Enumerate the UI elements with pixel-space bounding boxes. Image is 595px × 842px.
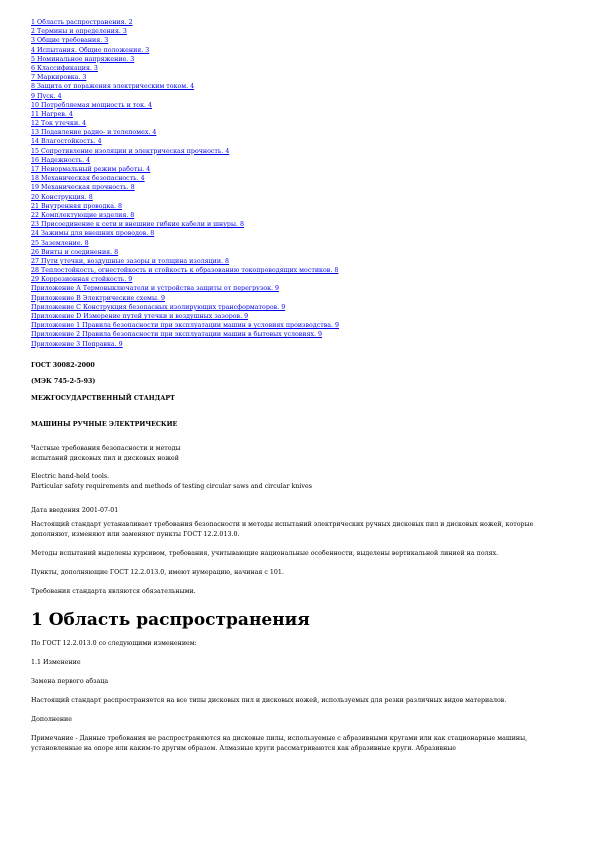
toc-item: [31, 220, 595, 229]
toc-link[interactable]: 17 Ненормальный режим работы. 4: [31, 166, 151, 173]
toc-link[interactable]: Приложение А Термовыключатели и устройства защиты от перегрузок. 9: [31, 285, 280, 293]
toc-item: [31, 27, 595, 36]
toc-item: [31, 330, 595, 339]
english-title-line-2: Particular safety requirements and methods of testing circular saws and circular knives: [31, 482, 312, 490]
toc-item: [31, 147, 595, 156]
toc-item: [31, 229, 595, 238]
toc-item: [31, 165, 595, 174]
toc-link[interactable]: 8 Защита от поражения электрическим током. 4: [31, 83, 195, 91]
toc-link[interactable]: Приложение С Конструкция безопасных изолирующих трансформаторов. 9: [31, 303, 286, 311]
toc-item: [31, 46, 595, 55]
toc-link[interactable]: 11 Нагрев. 4: [31, 110, 73, 118]
toc-link[interactable]: 20 Конструкция. 8: [31, 193, 93, 201]
toc-item: [31, 284, 595, 293]
toc-link[interactable]: 18 Механическая безопасность. 4: [31, 175, 145, 183]
toc-item: [31, 92, 595, 101]
table-of-contents: [31, 18, 595, 349]
toc-item: [31, 183, 595, 192]
mek-number: (МЭК 745-2-5-93): [31, 377, 96, 385]
toc-item: [31, 18, 595, 27]
effective-date: Дата введения 2001-07-01: [31, 506, 119, 514]
toc-item: [31, 128, 595, 137]
toc-link[interactable]: 3 Общие требования. 3: [31, 37, 109, 45]
section-paragraph-1: По ГОСТ 12.2.013.0 со следующими изменением:: [31, 639, 197, 647]
toc-link[interactable]: 21 Внутренняя проводка. 8: [31, 202, 123, 210]
intro-paragraph-4: Требования стандарта являются обязательными.: [31, 587, 196, 595]
toc-item: [31, 137, 595, 146]
toc-link[interactable]: 2 Термины и определения. 3: [31, 28, 127, 36]
toc-link[interactable]: Приложение D Измерение путей утечки и воздушных зазоров. 9: [31, 313, 249, 320]
subtitle-line-1: Частные требования безопасности и методы: [31, 444, 181, 452]
english-title-line-1: Electric hand-held tools.: [31, 472, 110, 480]
document-title: МАШИНЫ РУЧНЫЕ ЭЛЕКТРИЧЕСКИЕ: [31, 420, 178, 428]
toc-item: [31, 312, 595, 321]
toc-link[interactable]: 24 Зажимы для внешних проводов. 8: [31, 230, 155, 238]
toc-link[interactable]: 29 Коррозионная стойкость. 9: [31, 276, 133, 284]
toc-link[interactable]: 19 Механическая прочность. 8: [31, 184, 135, 192]
toc-item: [31, 36, 595, 45]
toc-item: [31, 340, 595, 349]
toc-item: [31, 174, 595, 183]
toc-link[interactable]: 10 Потребляемая мощность и ток. 4: [31, 101, 153, 109]
standard-type: МЕЖГОСУДАРСТВЕННЫЙ СТАНДАРТ: [31, 394, 175, 402]
intro-paragraph-2: Методы испытаний выделены курсивом, требования, учитывающие национальные особенности, выделены вертикальной линией на полях.: [31, 549, 499, 557]
toc-item: [31, 64, 595, 73]
toc-item: [31, 82, 595, 91]
document-subtitle: [31, 444, 566, 464]
toc-link[interactable]: 14 Влагостойкость. 4: [31, 138, 102, 146]
toc-item: [31, 211, 595, 220]
english-title: [31, 472, 566, 492]
toc-item: [31, 110, 595, 119]
gost-number: ГОСТ 30082-2000: [31, 361, 95, 369]
section-heading: 1 Область распространения: [31, 609, 310, 630]
toc-item: [31, 156, 595, 165]
subtitle-line-2: испытаний дисковых пил и дисковых ножей: [31, 454, 179, 462]
toc-link[interactable]: Приложение 2 Правила безопасности при эксплуатации машин в бытовых условиях. 9: [31, 331, 323, 339]
section-paragraph-2: 1.1 Изменение: [31, 658, 81, 666]
toc-item: [31, 55, 595, 64]
toc-item: [31, 294, 595, 303]
toc-item: [31, 257, 595, 266]
toc-link[interactable]: 22 Комплектующие изделия. 8: [31, 211, 135, 219]
toc-item: [31, 303, 595, 312]
toc-link[interactable]: 28 Теплостойкость, огнестойкость и стойкость к образованию токопроводящих мостиков. 8: [31, 267, 339, 275]
toc-item: [31, 266, 595, 275]
toc-item: [31, 202, 595, 211]
toc-item: [31, 73, 595, 82]
section-paragraph-5: Дополнение: [31, 715, 72, 723]
toc-link[interactable]: 6 Классификация. 3: [31, 64, 98, 72]
toc-item: [31, 321, 595, 330]
toc-item: [31, 248, 595, 257]
toc-link[interactable]: 5 Номинальное напряжение. 3: [31, 55, 135, 63]
toc-link[interactable]: 1 Область распространения. 2: [31, 19, 133, 26]
toc-item: [31, 101, 595, 110]
intro-paragraph-1: Настоящий стандарт устанавливает требования безопасности и методы испытаний электрических ручных дисковых пил и дисковых ножей, которые дополняют, изменяют или заменяют пункты ГОСТ 12.2.013.0.: [31, 520, 534, 538]
toc-item: [31, 275, 595, 284]
toc-link[interactable]: Приложение 3 Поправка. 9: [31, 340, 123, 348]
toc-link[interactable]: 25 Заземление. 8: [31, 239, 89, 247]
toc-item: [31, 239, 595, 248]
toc-link[interactable]: 13 Подавление радио- и телепомех. 4: [31, 129, 157, 137]
toc-link[interactable]: 16 Надежность. 4: [31, 156, 91, 164]
toc-link[interactable]: 26 Винты и соединения. 8: [31, 248, 119, 256]
toc-link[interactable]: 4 Испытания. Общие положения. 3: [31, 46, 150, 54]
section-paragraph-4: Настоящий стандарт распространяется на все типы дисковых пил и дисковых ножей, используемых для резки различных видов материалов.: [31, 696, 507, 704]
toc-link[interactable]: 12 Ток утечки. 4: [31, 120, 87, 128]
section-paragraph-3: Замена первого абзаца: [31, 677, 109, 685]
toc-item: [31, 119, 595, 128]
toc-item: [31, 193, 595, 202]
toc-link[interactable]: 27 Пути утечки, воздушные зазоры и толщина изоляции. 8: [31, 257, 230, 265]
section-paragraph-6: Примечание - Данные требования не распространяются на дисковые пилы, используемые с абразивными кругами или как стационарные машины, установленные на опоре или каким-то другим образом. Алмазные круги рассматриваются как абразивные круги. Абразивные: [31, 734, 528, 752]
toc-link[interactable]: 7 Маркировка. 3: [31, 74, 87, 82]
toc-link[interactable]: 23 Присоединение к сети и внешние гибкие кабели и шнуры. 8: [31, 221, 244, 229]
toc-link[interactable]: 9 Пуск. 4: [31, 92, 62, 100]
toc-link[interactable]: Приложение В Электрические схемы. 9: [31, 294, 165, 302]
toc-link[interactable]: Приложение 1 Правила безопасности при эксплуатации машин в условиях производства. 9: [31, 322, 340, 330]
toc-link[interactable]: 15 Сопротивление изоляции и электрическая прочность. 4: [31, 147, 230, 155]
intro-paragraph-3: Пункты, дополняющие ГОСТ 12.2.013.0, имеют нумерацию, начиная с 101.: [31, 568, 284, 576]
